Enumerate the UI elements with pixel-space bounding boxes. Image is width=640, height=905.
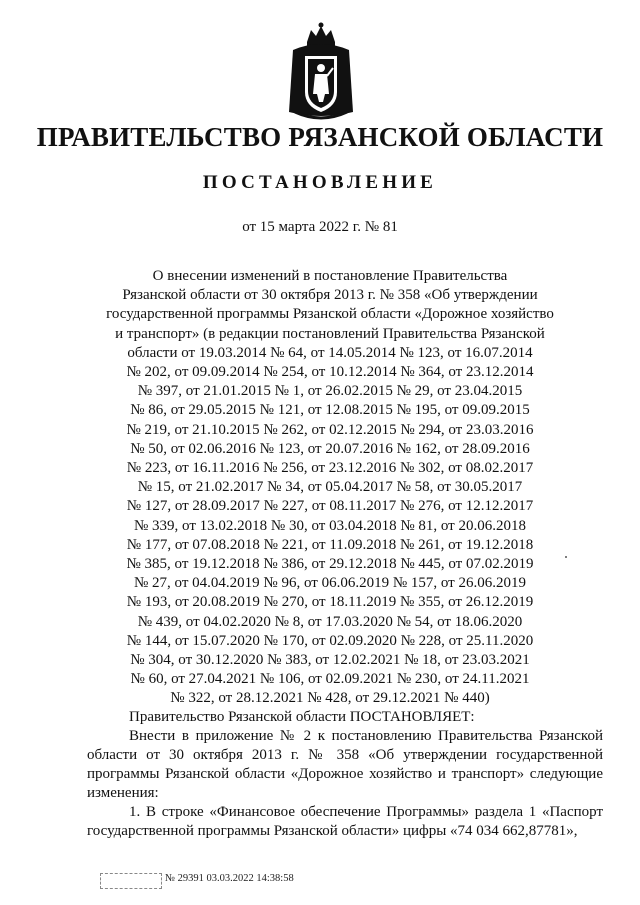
subject-line: № 60, от 27.04.2021 № 106, от 02.09.2021 № 230, от 24.11.2021 xyxy=(130,671,530,688)
subject-line: и транспорт» (в редакции постановлений Правительства Рязанской xyxy=(115,325,545,342)
scan-speck xyxy=(565,556,567,558)
document-date-number: от 15 марта 2022 г. № 81 xyxy=(242,219,398,235)
document-body xyxy=(87,708,603,841)
subject-line: № 50, от 02.06.2016 № 123, от 20.07.2016 № 162, от 28.09.2016 xyxy=(130,440,530,457)
subject-line: № 385, от 19.12.2018 № 386, от 29.12.2018 № 445, от 07.02.2019 xyxy=(126,556,534,573)
subject-line: Рязанской области от 30 октября 2013 г. № 358 «Об утверждении xyxy=(122,287,538,304)
subject-line: № 339, от 13.02.2018 № 30, от 03.04.2018 № 81, от 20.06.2018 xyxy=(133,517,526,534)
subject-line: № 177, от 07.08.2018 № 221, от 11.09.2018 № 261, от 19.12.2018 xyxy=(126,536,534,553)
subject-line: государственной программы Рязанской области «Дорожное хозяйство xyxy=(106,306,554,323)
subject-line: № 397, от 21.01.2015 № 1, от 26.02.2015 № 29, от 23.04.2015 xyxy=(137,383,523,400)
subject-line: № 223, от 16.11.2016 № 256, от 23.12.2016 № 302, от 08.02.2017 xyxy=(126,460,534,477)
document-type: ПОСТАНОВЛЕНИЕ xyxy=(202,172,438,193)
subject-line: № 439, от 04.02.2020 № 8, от 17.03.2020 № 54, от 18.06.2020 xyxy=(137,613,523,630)
subject-line: № 304, от 30.12.2020 № 383, от 12.02.2021 № 18, от 23.03.2021 xyxy=(130,652,530,669)
subject-line: № 219, от 21.10.2015 № 262, от 02.12.2015 № 294, от 23.03.2016 xyxy=(126,421,534,438)
registration-stamp: № 29391 03.03.2022 14:38:58 xyxy=(165,873,294,884)
barcode-stamp xyxy=(100,873,162,889)
subject-line: области от 19.03.2014 № 64, от 14.05.2014 № 123, от 16.07.2014 xyxy=(127,344,533,361)
subject-line: № 15, от 21.02.2017 № 34, от 05.04.2017 № 58, от 30.05.2017 xyxy=(137,479,523,496)
resolution-clause: Правительство Рязанской области ПОСТАНОВЛЯЕТ: xyxy=(129,709,475,725)
subject-line: № 27, от 04.04.2019 № 96, от 06.06.2019 № 157, от 26.06.2019 xyxy=(133,575,526,592)
intro-paragraph: Внести в приложение № 2 к постановлению Правительства Рязанской области от 30 октября 2013 г. № 358 «Об утверждении государственной программы Рязанской области «Дорожное хозяйство и транспорт» следующие изменения: xyxy=(87,728,603,801)
document-subject xyxy=(100,267,560,709)
subject-line: № 202, от 09.09.2014 № 254, от 10.12.2014 № 364, от 23.12.2014 xyxy=(126,364,534,381)
coat-of-arms-emblem xyxy=(285,20,357,124)
subject-line: № 322, от 28.12.2021 № 428, от 29.12.2021 № 440) xyxy=(170,690,490,707)
item-1-paragraph: 1. В строке «Финансовое обеспечение Программы» раздела 1 «Паспорт государственной программы Рязанской области» цифры «74 034 662,87781», xyxy=(87,804,603,839)
subject-line: № 193, от 20.08.2019 № 270, от 18.11.2019 № 355, от 26.12.2019 xyxy=(126,594,534,611)
organization-title: ПРАВИТЕЛЬСТВО РЯЗАНСКОЙ ОБЛАСТИ xyxy=(36,122,604,152)
subject-line: № 127, от 28.09.2017 № 227, от 08.11.2017 № 276, от 12.12.2017 xyxy=(126,498,534,515)
subject-line: О внесении изменений в постановление Правительства xyxy=(152,268,508,284)
subject-line: № 144, от 15.07.2020 № 170, от 02.09.2020 № 228, от 25.11.2020 xyxy=(126,632,534,649)
subject-line: № 86, от 29.05.2015 № 121, от 12.08.2015 № 195, от 09.09.2015 xyxy=(130,402,530,419)
